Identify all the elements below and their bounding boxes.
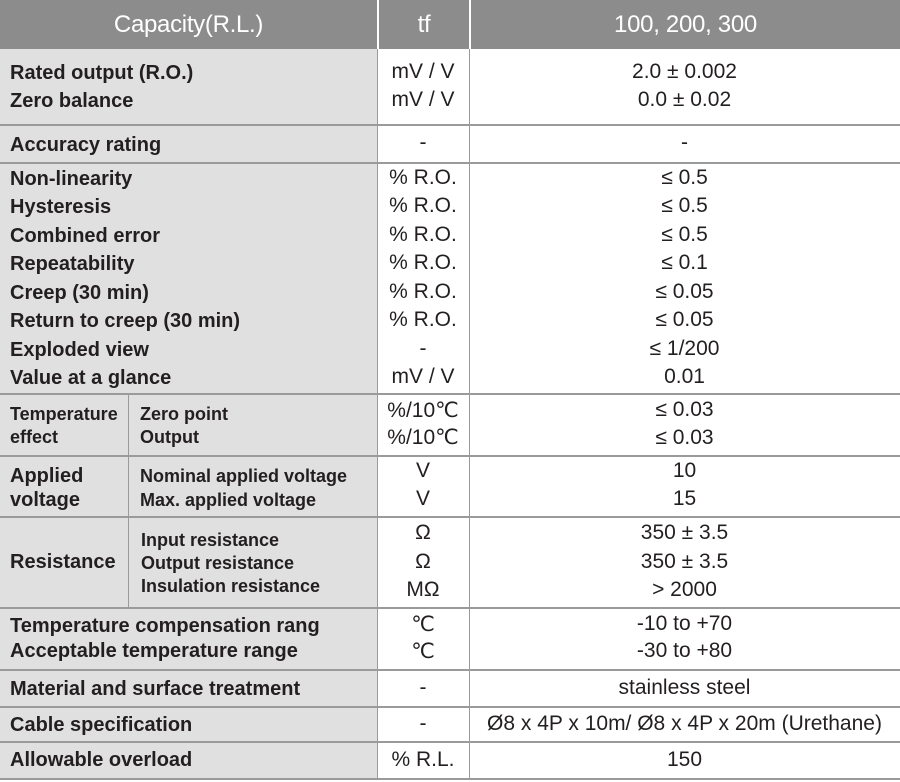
value-cell: ≤ 1/200 — [649, 337, 720, 360]
row-overload — [0, 743, 900, 778]
unit-cell: %/10℃ — [387, 426, 459, 449]
unit-cell: mV / V — [391, 365, 455, 388]
value-cell: ≤ 0.5 — [661, 194, 708, 217]
header-capacity: Capacity(R.L.) — [113, 10, 264, 38]
row-group-output — [0, 49, 900, 124]
value-cell: Ø8 x 4P x 10m/ Ø8 x 4P x 20m (Urethane) — [487, 712, 882, 735]
sublabel-output: Output — [140, 427, 199, 447]
unit-cell: % R.O. — [389, 223, 457, 246]
value-cell: 0.0 ± 0.02 — [637, 88, 732, 111]
label-temperature-effect-2: effect — [10, 427, 59, 447]
value-cell: - — [681, 131, 688, 154]
label-return-to-creep: Return to creep (30 min) — [10, 310, 241, 332]
row-temperature-range — [0, 609, 900, 669]
value-cell: -30 to +80 — [636, 639, 733, 662]
unit-cell: - — [419, 676, 427, 699]
unit-cell: % R.O. — [389, 280, 457, 303]
unit-cell: % R.L. — [391, 748, 455, 771]
row-material — [0, 671, 900, 706]
label-resistance: Resistance — [10, 551, 116, 573]
unit-cell: mV / V — [391, 60, 455, 83]
sublabel-nominal-voltage: Nominal applied voltage — [140, 466, 348, 486]
value-cell: 10 — [672, 459, 697, 482]
label-non-linearity: Non-linearity — [10, 168, 133, 190]
value-cell: 350 ± 3.5 — [640, 550, 729, 573]
label-acceptable-temp: Acceptable temperature range — [10, 640, 298, 662]
value-cell: ≤ 0.1 — [661, 251, 708, 274]
sublabel-zero-point: Zero point — [140, 404, 228, 424]
row-group-performance — [0, 164, 900, 393]
value-cell: ≤ 0.05 — [655, 308, 714, 331]
unit-cell: ℃ — [411, 613, 435, 636]
value-cell: -10 to +70 — [636, 612, 733, 635]
unit-cell: - — [419, 131, 427, 154]
row-accuracy — [0, 126, 900, 162]
value-cell: 150 — [666, 748, 703, 771]
value-cell: 350 ± 3.5 — [640, 521, 729, 544]
value-cell: ≤ 0.05 — [655, 280, 714, 303]
row-cable — [0, 708, 900, 741]
value-cell: ≤ 0.5 — [661, 166, 708, 189]
unit-cell: V — [415, 459, 430, 482]
unit-cell: Ω — [415, 550, 431, 573]
unit-cell: MΩ — [406, 578, 440, 601]
value-cell: 15 — [672, 487, 697, 510]
row-resistance — [0, 518, 900, 607]
value-cell: stainless steel — [618, 676, 751, 699]
row-applied-voltage — [0, 457, 900, 516]
unit-cell: % R.O. — [389, 194, 457, 217]
unit-cell: % R.O. — [389, 308, 457, 331]
label-temperature-effect-1: Temperature — [10, 404, 118, 424]
label-applied-voltage-2: voltage — [10, 489, 81, 511]
unit-cell: ℃ — [411, 640, 435, 663]
unit-cell: % R.O. — [389, 166, 457, 189]
sublabel-max-voltage: Max. applied voltage — [140, 490, 317, 510]
unit-cell: - — [419, 712, 427, 735]
label-creep: Creep (30 min) — [10, 282, 149, 304]
label-cable: Cable specification — [10, 714, 193, 736]
label-hysteresis: Hysteresis — [10, 196, 112, 218]
header-unit: tf — [417, 10, 431, 38]
label-rated-output: Rated output (R.O.) — [10, 62, 194, 84]
unit-cell: V — [415, 487, 430, 510]
label-temp-compensation: Temperature compensation rang — [10, 615, 320, 637]
header-value: 100, 200, 300 — [614, 10, 757, 38]
row-temperature-effect — [0, 395, 900, 455]
label-exploded-view: Exploded view — [10, 339, 149, 361]
label-combined-error: Combined error — [10, 225, 161, 247]
sublabel-input-resistance: Input resistance — [141, 530, 280, 550]
label-accuracy-rating: Accuracy rating — [10, 134, 162, 156]
label-zero-balance: Zero balance — [10, 90, 134, 112]
value-cell: > 2000 — [652, 578, 717, 601]
sublabel-output-resistance: Output resistance — [141, 553, 295, 573]
label-applied-voltage-1: Applied — [10, 465, 84, 487]
table-header — [0, 0, 900, 49]
unit-cell: Ω — [415, 521, 431, 544]
value-cell: ≤ 0.03 — [655, 426, 714, 449]
unit-cell: %/10℃ — [387, 399, 459, 422]
row-divider — [0, 778, 900, 780]
label-overload: Allowable overload — [10, 749, 193, 771]
unit-cell: % R.O. — [389, 251, 457, 274]
label-repeatability: Repeatability — [10, 253, 135, 275]
value-cell: 2.0 ± 0.002 — [632, 60, 737, 83]
label-value-at-a-glance: Value at a glance — [10, 367, 172, 389]
unit-cell: - — [419, 337, 427, 360]
value-cell: 0.01 — [664, 365, 705, 388]
value-cell: ≤ 0.03 — [655, 398, 714, 421]
label-material: Material and surface treatment — [10, 678, 301, 700]
unit-cell: mV / V — [391, 88, 455, 111]
sublabel-insulation-resistance: Insulation resistance — [141, 576, 321, 596]
value-cell: ≤ 0.5 — [661, 223, 708, 246]
